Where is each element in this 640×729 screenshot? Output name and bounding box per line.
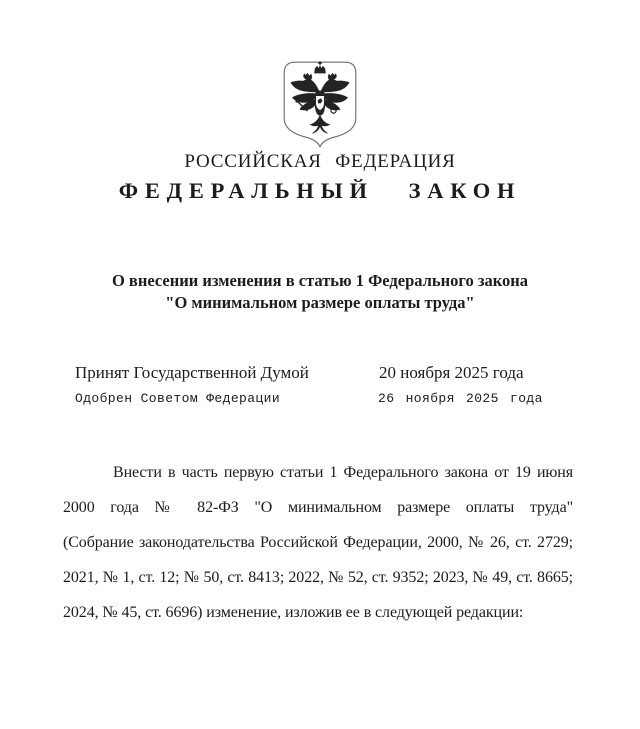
law-title: [0, 270, 640, 314]
document-type-heading: ФЕДЕРАЛЬНЫЙ ЗАКОН: [118, 178, 522, 203]
council-approval-label: Одобрен Советом Федерации: [75, 391, 281, 406]
approved-by-council-row: [0, 391, 640, 415]
duma-adoption-date: 20 ноября 2025 года: [379, 363, 524, 382]
law-title-line-2: "О минимальном размере оплаты труда": [165, 293, 475, 312]
russia-coat-of-arms-icon: [283, 61, 357, 148]
adopted-by-duma-row: [0, 363, 640, 387]
body-line: 2021, № 1, ст. 12; № 50, ст. 8413; 2022, № 52, ст. 9352; 2023, № 49, ст. 8665;: [63, 569, 573, 586]
body-line: (Собрание законодательства Российской Федерации, 2000, № 26, ст. 2729;: [63, 534, 573, 551]
body-line: Внести в часть первую статьи 1 Федерального закона от 19 июня: [113, 464, 573, 481]
body-line: 2000 года № 82-ФЗ "О минимальном размере оплаты труда": [63, 499, 573, 516]
country-heading: РОССИЙСКАЯ ФЕДЕРАЦИЯ: [184, 151, 456, 172]
council-approval-date: 26 ноября 2025 года: [378, 391, 543, 406]
body-line: 2024, № 45, ст. 6696) изменение, изложив ее в следующей редакции:: [63, 604, 524, 621]
law-title-line-1: О внесении изменения в статью 1 Федерального закона: [111, 271, 529, 290]
law-body-paragraph: [63, 455, 573, 630]
duma-adoption-label: Принят Государственной Думой: [75, 363, 309, 382]
